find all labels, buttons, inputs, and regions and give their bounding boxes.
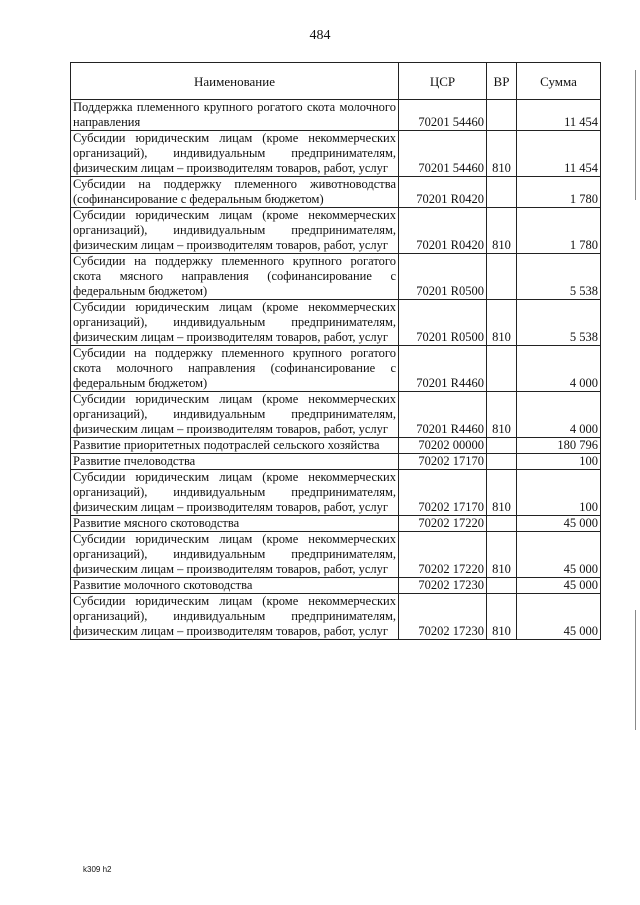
table-row [71,100,601,131]
cell-vr [487,578,517,594]
cell-csr: 70202 17170 [399,470,487,516]
cell-vr [487,454,517,470]
cell-csr: 70201 R4460 [399,346,487,392]
cell-sum: 11 454 [517,131,601,177]
table-row [71,516,601,532]
cell-csr: 70201 R4460 [399,392,487,438]
footer-code: k309 h2 [83,865,112,874]
cell-vr [487,254,517,300]
table-row [71,177,601,208]
cell-sum: 45 000 [517,516,601,532]
cell-csr: 70202 17220 [399,532,487,578]
cell-sum: 5 538 [517,254,601,300]
cell-csr: 70201 R0500 [399,300,487,346]
cell-csr: 70201 54460 [399,131,487,177]
cell-vr: 810 [487,300,517,346]
cell-vr: 810 [487,392,517,438]
cell-sum: 11 454 [517,100,601,131]
cell-vr: 810 [487,131,517,177]
cell-name: Субсидии юридическим лицам (кроме некоммерческих организаций), индивидуальным предпринимателям, физическим лицам – производителям товаров, работ, услуг [71,532,399,578]
table-row [71,532,601,578]
table-row [71,392,601,438]
cell-csr: 70201 R0500 [399,254,487,300]
cell-vr: 810 [487,594,517,640]
header-name: Наименование [71,63,399,100]
cell-sum: 45 000 [517,594,601,640]
cell-sum: 4 000 [517,346,601,392]
cell-csr: 70201 R0420 [399,177,487,208]
cell-name: Субсидии юридическим лицам (кроме некоммерческих организаций), индивидуальным предпринимателям, физическим лицам – производителям товаров, работ, услуг [71,470,399,516]
cell-csr: 70202 17230 [399,578,487,594]
table-row [71,470,601,516]
cell-name: Субсидии на поддержку племенного крупного рогатого скота мясного направления (софинансирование с федеральным бюджетом) [71,254,399,300]
header-vr: ВР [487,63,517,100]
cell-sum: 45 000 [517,532,601,578]
table-row [71,300,601,346]
cell-vr: 810 [487,208,517,254]
cell-sum: 4 000 [517,392,601,438]
cell-name: Развитие приоритетных подотраслей сельского хозяйства [71,438,399,454]
cell-name: Субсидии юридическим лицам (кроме некоммерческих организаций), индивидуальным предпринимателям, физическим лицам – производителям товаров, работ, услуг [71,208,399,254]
scan-edge-mark [635,610,636,730]
cell-name: Развитие пчеловодства [71,454,399,470]
cell-name: Субсидии на поддержку племенного крупного рогатого скота молочного направления (софинансирование с федеральным бюджетом) [71,346,399,392]
table-row [71,131,601,177]
cell-sum: 180 796 [517,438,601,454]
budget-table [70,62,601,640]
table-row [71,208,601,254]
cell-csr: 70202 17230 [399,594,487,640]
cell-name: Субсидии юридическим лицам (кроме некоммерческих организаций), индивидуальным предпринимателям, физическим лицам – производителям товаров, работ, услуг [71,131,399,177]
cell-name: Развитие мясного скотоводства [71,516,399,532]
cell-vr [487,100,517,131]
cell-name: Субсидии юридическим лицам (кроме некоммерческих организаций), индивидуальным предпринимателям, физическим лицам – производителям товаров, работ, услуг [71,594,399,640]
cell-sum: 1 780 [517,177,601,208]
cell-sum: 5 538 [517,300,601,346]
scan-edge-mark [635,70,636,200]
table-row [71,578,601,594]
cell-vr [487,346,517,392]
cell-csr: 70202 17170 [399,454,487,470]
cell-sum: 45 000 [517,578,601,594]
cell-name: Субсидии юридическим лицам (кроме некоммерческих организаций), индивидуальным предпринимателям, физическим лицам – производителям товаров, работ, услуг [71,392,399,438]
table-row [71,346,601,392]
header-csr: ЦСР [399,63,487,100]
cell-vr: 810 [487,470,517,516]
header-sum: Сумма [517,63,601,100]
table-header-row [71,63,601,100]
cell-csr: 70202 17220 [399,516,487,532]
cell-name: Развитие молочного скотоводства [71,578,399,594]
cell-sum: 100 [517,454,601,470]
cell-name: Поддержка племенного крупного рогатого скота молочного направления [71,100,399,131]
cell-csr: 70201 54460 [399,100,487,131]
page-number: 484 [309,28,331,43]
cell-vr [487,516,517,532]
cell-csr: 70202 00000 [399,438,487,454]
table-row [71,454,601,470]
table-body [71,100,601,640]
cell-vr: 810 [487,532,517,578]
cell-vr [487,177,517,208]
table-row [71,438,601,454]
cell-sum: 100 [517,470,601,516]
cell-vr [487,438,517,454]
cell-name: Субсидии юридическим лицам (кроме некоммерческих организаций), индивидуальным предпринимателям, физическим лицам – производителям товаров, работ, услуг [71,300,399,346]
cell-sum: 1 780 [517,208,601,254]
cell-csr: 70201 R0420 [399,208,487,254]
cell-name: Субсидии на поддержку племенного животноводства (софинансирование с федеральным бюджетом) [71,177,399,208]
table-row [71,594,601,640]
table-row [71,254,601,300]
